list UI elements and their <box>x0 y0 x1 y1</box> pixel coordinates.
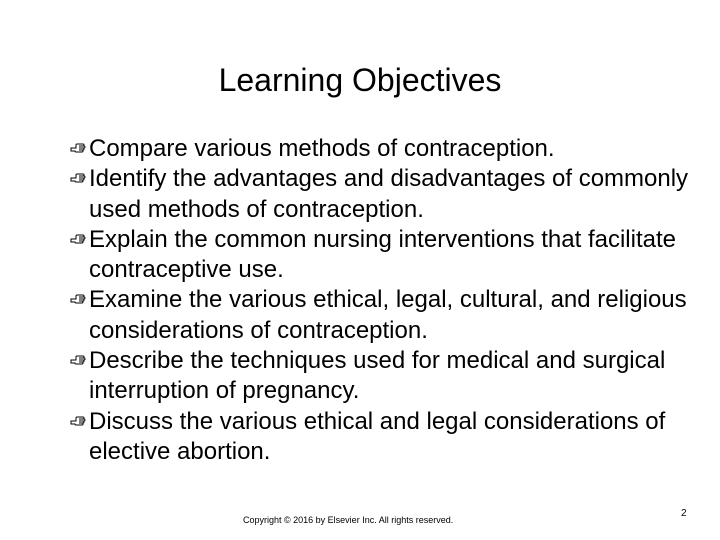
hand-pointing-bullet-icon <box>70 415 86 428</box>
hand-pointing-bullet-icon <box>70 354 86 367</box>
objective-text: Discuss the various ethical and legal considerations of elective abortion. <box>89 407 666 465</box>
objective-item <box>70 164 700 225</box>
objective-item <box>70 225 700 286</box>
hand-pointing-bullet-icon <box>70 293 86 306</box>
objective-item <box>70 407 700 468</box>
objective-text: Identify the advantages and disadvantages of commonly used methods of contraception. <box>89 165 689 223</box>
page-number: 2 <box>681 508 687 519</box>
objective-text: Describe the techniques used for medical and surgical interruption of pregnancy. <box>89 347 666 405</box>
objective-text: Examine the various ethical, legal, cultural, and religious considerations of contraception. <box>89 286 687 344</box>
hand-pointing-bullet-icon <box>70 233 86 246</box>
hand-pointing-bullet-icon <box>70 142 86 155</box>
objective-item <box>70 285 700 346</box>
objective-text: Compare various methods of contraception. <box>89 135 555 162</box>
footer-copyright: Copyright © 2016 by Elsevier Inc. All rights reserved. <box>243 515 454 525</box>
objectives-list <box>70 134 700 467</box>
objective-item <box>70 346 700 407</box>
slide-title: Learning Objectives <box>218 62 502 98</box>
objective-item <box>70 134 700 164</box>
hand-pointing-bullet-icon <box>70 172 86 185</box>
objective-text: Explain the common nursing interventions that facilitate contraceptive use. <box>89 225 676 284</box>
